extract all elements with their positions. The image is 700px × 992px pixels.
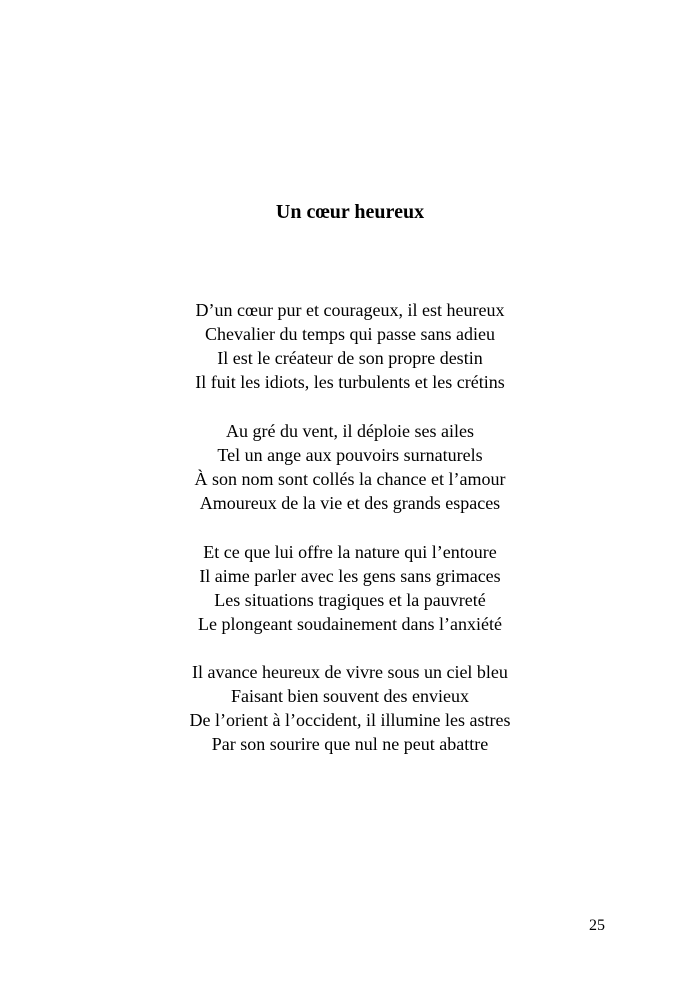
verse-line: Amoureux de la vie et des grands espaces xyxy=(199,493,501,513)
verse-line: À son nom sont collés la chance et l’amour xyxy=(194,469,506,489)
verse-line: Il avance heureux de vivre sous un ciel bleu xyxy=(192,662,508,682)
verse-line: Tel un ange aux pouvoirs surnaturels xyxy=(217,445,483,465)
verse-line: D’un cœur pur et courageux, il est heureux xyxy=(195,300,505,320)
verse-line: Les situations tragiques et la pauvreté xyxy=(214,590,486,610)
stanza-3 xyxy=(0,540,700,636)
verse-line: Et ce que lui offre la nature qui l’entoure xyxy=(203,542,497,562)
verse-line: Il aime parler avec les gens sans grimaces xyxy=(199,566,501,586)
poem-title: Un cœur heureux xyxy=(275,201,425,223)
page-number: 25 xyxy=(589,917,605,934)
verse-line: De l’orient à l’occident, il illumine les astres xyxy=(189,710,511,730)
stanza-4 xyxy=(0,660,700,756)
verse-line: Le plongeant soudainement dans l’anxiété xyxy=(198,614,502,634)
verse-line: Il est le créateur de son propre destin xyxy=(217,348,483,368)
verse-line: Au gré du vent, il déploie ses ailes xyxy=(226,421,474,441)
verse-line: Chevalier du temps qui passe sans adieu xyxy=(205,324,495,344)
verse-line: Par son sourire que nul ne peut abattre xyxy=(211,734,489,754)
verse-line: Il fuit les idiots, les turbulents et les crétins xyxy=(195,372,505,392)
stanza-1 xyxy=(0,298,700,394)
verse-line: Faisant bien souvent des envieux xyxy=(231,686,469,706)
stanza-2 xyxy=(0,419,700,515)
